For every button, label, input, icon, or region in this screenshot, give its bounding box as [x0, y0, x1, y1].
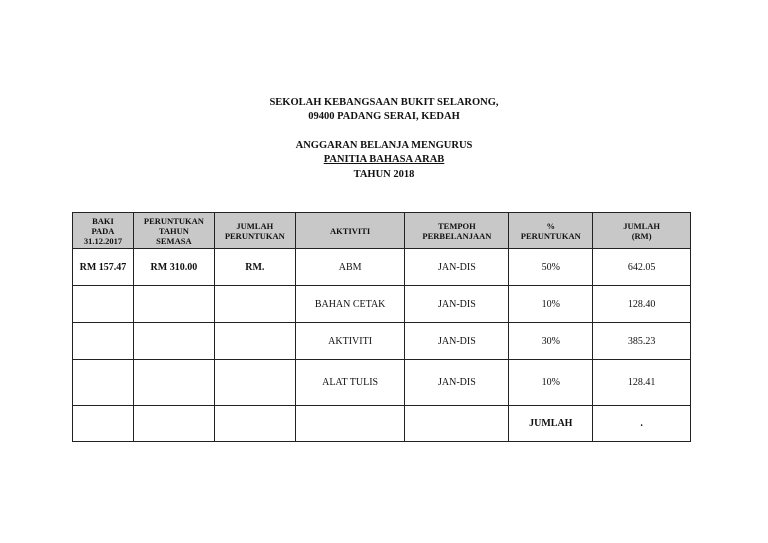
- table-row: [73, 286, 691, 323]
- table-header-row: [73, 213, 691, 249]
- tempoh-cell: JAN-DIS: [405, 360, 509, 406]
- empty-cell: [133, 360, 214, 406]
- document-title: ANGGARAN BELANJA MENGURUS: [295, 140, 473, 151]
- aktiviti-cell: AKTIVITI: [295, 323, 405, 360]
- header-baki: BAKI PADA 31.12.2017: [73, 213, 134, 249]
- header-peruntukan: PERUNTUKAN TAHUN SEMASA: [133, 213, 214, 249]
- empty-cell: [295, 406, 405, 442]
- document-year: TAHUN 2018: [353, 169, 415, 180]
- school-name: SEKOLAH KEBANGSAAN BUKIT SELARONG,: [269, 97, 499, 108]
- empty-cell: [214, 323, 295, 360]
- aktiviti-cell: ALAT TULIS: [295, 360, 405, 406]
- aktiviti-cell: BAHAN CETAK: [295, 286, 405, 323]
- header-jumlah-peruntukan: JUMLAH PERUNTUKAN: [214, 213, 295, 249]
- header-jumlah-rm: JUMLAH (RM): [593, 213, 691, 249]
- empty-cell: [133, 286, 214, 323]
- committee-name: PANITIA BAHASA ARAB: [323, 154, 445, 165]
- percent-cell: 10%: [509, 360, 593, 406]
- table-row: [73, 360, 691, 406]
- empty-cell: [73, 406, 134, 442]
- tempoh-cell: JAN-DIS: [405, 323, 509, 360]
- header-percent: % PERUNTUKAN: [509, 213, 593, 249]
- jumlah-cell: 128.41: [593, 360, 691, 406]
- total-value: .: [593, 406, 691, 442]
- table-row: [73, 249, 691, 286]
- jumlah-cell: 385.23: [593, 323, 691, 360]
- empty-cell: [133, 323, 214, 360]
- jumlah-cell: 642.05: [593, 249, 691, 286]
- tempoh-cell: JAN-DIS: [405, 249, 509, 286]
- header-tempoh: TEMPOH PERBELANJAAN: [405, 213, 509, 249]
- aktiviti-cell: ABM: [295, 249, 405, 286]
- empty-cell: [133, 406, 214, 442]
- empty-cell: [73, 286, 134, 323]
- table-row: [73, 323, 691, 360]
- percent-cell: 30%: [509, 323, 593, 360]
- empty-cell: [405, 406, 509, 442]
- school-address: 09400 PADANG SERAI, KEDAH: [308, 111, 460, 122]
- percent-cell: 50%: [509, 249, 593, 286]
- empty-cell: [214, 360, 295, 406]
- empty-cell: [73, 360, 134, 406]
- empty-cell: [214, 406, 295, 442]
- peruntukan-cell: RM 310.00: [133, 249, 214, 286]
- jumlah-peruntukan-cell: RM.: [214, 249, 295, 286]
- total-row: [73, 406, 691, 442]
- jumlah-cell: 128.40: [593, 286, 691, 323]
- header-aktiviti: AKTIVITI: [295, 213, 405, 249]
- empty-cell: [73, 323, 134, 360]
- tempoh-cell: JAN-DIS: [405, 286, 509, 323]
- empty-cell: [214, 286, 295, 323]
- budget-table: [72, 212, 691, 442]
- percent-cell: 10%: [509, 286, 593, 323]
- total-label: JUMLAH: [509, 406, 593, 442]
- baki-cell: RM 157.47: [73, 249, 134, 286]
